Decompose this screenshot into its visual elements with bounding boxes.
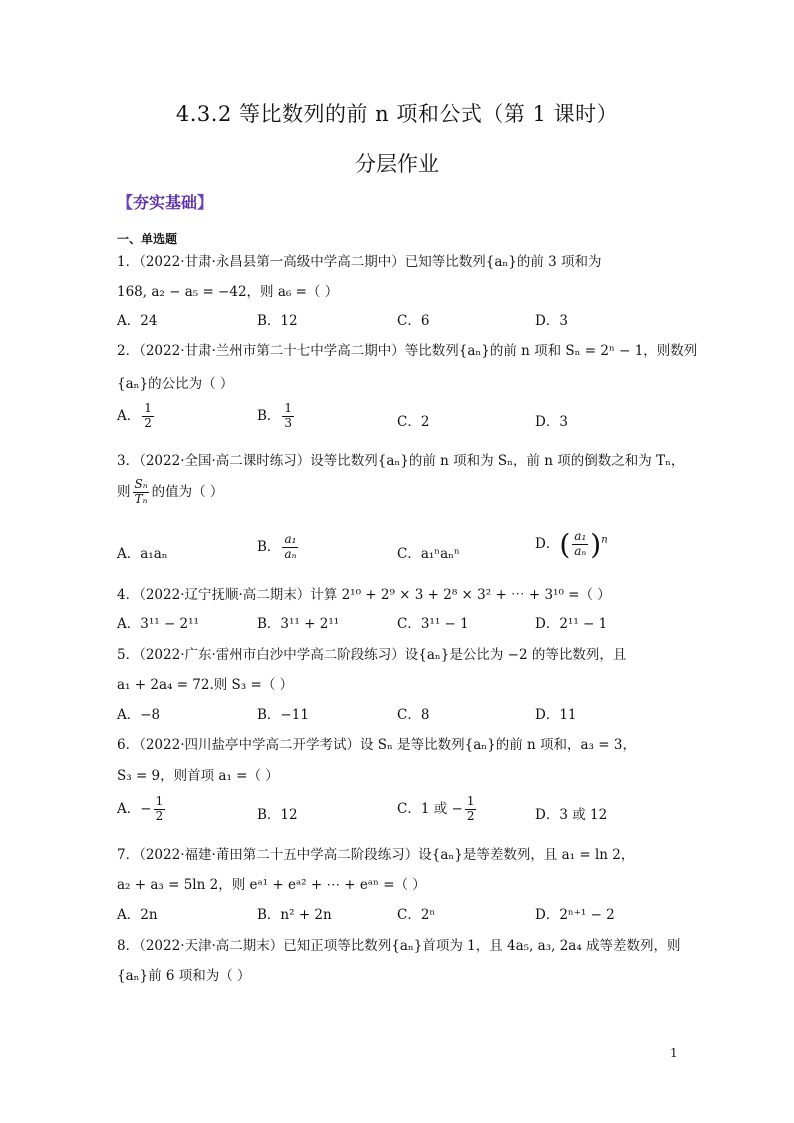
left-paren: ( [559, 528, 571, 561]
option-c-label: C．1 或 − [397, 800, 463, 817]
fraction-denominator: 2 [466, 808, 475, 823]
question-1-option-b: B．12 [257, 313, 298, 329]
question-2-line-1: 2．（2022·甘肃·兰州市第二十七中学高二期中）等比数列{aₙ}的前 n 项和 Sₙ = 2ⁿ − 1，则数列 [117, 343, 698, 359]
right-paren: ) [590, 528, 602, 561]
question-1-line-2: 168, a₂ − a₅ = −42，则 a₆ =（ ） [117, 284, 339, 300]
option-b-label: B． [257, 538, 281, 555]
question-7-line-2: a₂ + a₃ = 5ln 2，则 eᵃ¹ + eᵃ² + ⋯ + eᵃⁿ =（ ） [117, 877, 426, 893]
question-3-fraction [133, 478, 150, 507]
question-2-option-a [117, 402, 156, 431]
question-7-option-b: B．n² + 2n [257, 907, 332, 923]
option-a-fraction [154, 795, 166, 824]
question-2-option-c: C．2 [397, 414, 430, 430]
exponent: n [601, 534, 608, 546]
fraction-numerator: 1 [144, 401, 152, 415]
question-6-option-a [117, 795, 167, 824]
question-4-option-c: C．3¹¹ − 1 [397, 616, 469, 632]
question-5-line-1: 5．（2022·广东·雷州市白沙中学高二阶段练习）设{aₙ}是公比为 −2 的等比数列，且 [117, 647, 627, 663]
question-5-option-a: A．−8 [117, 707, 161, 723]
question-8-line-2: {aₙ}前 6 项和为（ ） [117, 968, 251, 984]
fraction-denominator: Tₙ [134, 491, 148, 506]
question-7-option-a: A．2n [117, 907, 158, 923]
section-bracket-close: 】 [197, 193, 214, 212]
question-2-option-b [257, 402, 296, 431]
question-3-suffix: 的值为（ ） [151, 483, 224, 500]
question-6-line-2: S₃ = 9，则首项 a₁ =（ ） [117, 768, 279, 784]
question-5-option-c: C．8 [397, 707, 430, 723]
question-6-line-1: 6．（2022·四川盐亭中学高二开学考试）设 Sₙ 是等比数列{aₙ}的前 n 项和，a₃ = 3， [117, 737, 636, 753]
fraction-numerator: a₁ [574, 529, 587, 544]
question-2-line-2: {aₙ}的公比为（ ） [117, 376, 234, 392]
fraction-numerator: Sₙ [134, 477, 148, 491]
question-8-line-1: 8．（2022·天津·高二期末）已知正项等比数列{aₙ}首项为 1，且 4a₅, a₃, 2a₄ 成等差数列，则 [117, 938, 681, 954]
section-bracket-open: 【 [117, 193, 134, 212]
option-b-fraction [282, 402, 294, 431]
option-b-fraction [282, 533, 298, 562]
question-1-option-c: C．6 [397, 313, 430, 329]
option-a-label: A． [117, 407, 141, 424]
question-5-option-b: B．−11 [257, 707, 309, 723]
question-7-option-c: C．2ⁿ [397, 907, 436, 923]
question-1-option-d: D．3 [535, 313, 568, 329]
question-group-title: 一、单选题 [117, 232, 178, 246]
page-number: 1 [670, 1046, 678, 1060]
question-3-prefix: 则 [117, 483, 131, 500]
question-3-option-b [257, 533, 300, 562]
question-1-option-a: A．24 [117, 313, 158, 329]
fraction-numerator: 1 [466, 794, 475, 808]
option-b-label: B． [257, 407, 281, 424]
question-4-option-d: D．2¹¹ − 1 [535, 616, 608, 632]
option-c-fraction [465, 795, 477, 824]
section-label: 夯实基础 [133, 193, 198, 212]
question-6-option-d: D．3 或 12 [535, 807, 608, 823]
question-6-option-b: B．12 [257, 807, 298, 823]
fraction-numerator: a₁ [284, 532, 297, 546]
option-a-fraction [142, 402, 154, 431]
question-2-option-d: D．3 [535, 414, 568, 430]
page-subtitle: 分层作业 [355, 152, 439, 176]
question-7-option-d: D．2ⁿ⁺¹ − 2 [535, 907, 615, 923]
fraction-numerator: 1 [284, 401, 293, 415]
question-3-option-c: C．a₁ⁿaₙⁿ [397, 546, 460, 562]
page-title: 4.3.2 等比数列的前 n 项和公式（第 1 课时） [175, 102, 619, 126]
question-3-line-2 [117, 478, 223, 507]
question-6-option-c [397, 795, 478, 824]
section-heading [117, 190, 213, 213]
question-1-line-1: 1．（2022·甘肃·永昌县第一高级中学高二期中）已知等比数列{aₙ}的前 3 项和为 [117, 254, 602, 270]
option-a-label: A．− [117, 800, 152, 817]
fraction-denominator: 2 [155, 808, 164, 823]
option-d-fraction [572, 530, 588, 559]
fraction-numerator: 1 [155, 794, 164, 808]
option-d-label: D． [535, 536, 560, 552]
fraction-denominator: aₙ [574, 544, 587, 558]
fraction-denominator: 3 [284, 415, 293, 430]
question-3-option-a: A．a₁aₙ [117, 546, 168, 562]
question-4-option-b: B．3¹¹ + 2¹¹ [257, 616, 340, 632]
question-3-option-d [535, 528, 608, 561]
question-7-line-1: 7．（2022·福建·莆田第二十五中学高二阶段练习）设{aₙ}是等差数列，且 a₁ = ln 2， [117, 847, 635, 863]
question-5-line-2: a₁ + 2a₄ = 72.则 S₃ =（ ） [117, 677, 294, 693]
fraction-denominator: 2 [144, 415, 152, 430]
question-4-option-a: A．3¹¹ − 2¹¹ [117, 616, 199, 632]
fraction-denominator: aₙ [284, 546, 297, 561]
question-4-line-1: 4．（2022·辽宁抚顺·高二期末）计算 2¹⁰ + 2⁹ × 3 + 2⁸ × 3² + ⋯ + 3¹⁰ =（ ） [117, 587, 611, 603]
question-3-line-1: 3．（2022·全国·高二课时练习）设等比数列{aₙ}的前 n 项和为 Sₙ，前 n 项的倒数之和为 Tₙ， [117, 453, 685, 469]
question-5-option-d: D．11 [535, 707, 577, 723]
